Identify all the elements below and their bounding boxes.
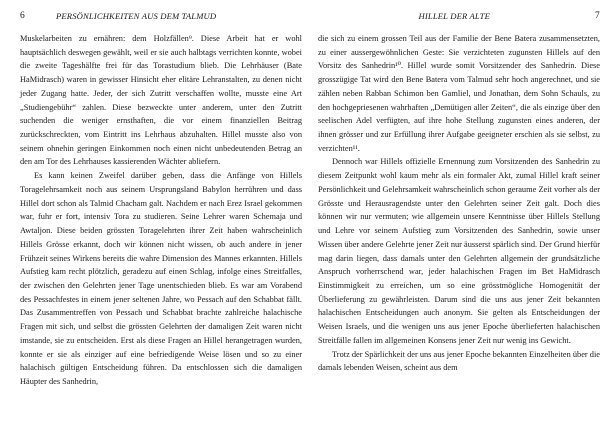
left-running-head <box>20 9 302 23</box>
right-running-head <box>318 9 600 23</box>
left-body-text <box>20 32 302 389</box>
left-paragraph-1: Muskelarbeiten zu ernähren: dem Holzfällen⁹. Diese Arbeit hat er wohl hauptsächlich deswegen gewählt, weil er sie auch halbtags verrichten konnte, wobei die zweite Tageshälfte frei für das Torastudium blieb. Die Lehrhäuser (Bate HaMidrasch) waren in gewisser Hinsicht eher elitäre Lehranstalten, zu denen nicht jeder Zugang hatte. Jeder, der sich Zutritt verschaffen wollte, musste eine Art „Studiengebühr“ zahlen. Diese bezweckte unter anderem, unter den Zutritt suchenden die weniger ernsthaften, die vor einem finanziellen Beitrag zurückschreckten, vom Eintritt ins Lehrhaus abzuhalten. Hillel musste also von seinem ohnehin geringen Einkommen noch einen nicht unbedeutenden Betrag an den am Tor des Lehrhauses kassierenden Wächter abliefern. <box>20 34 302 167</box>
left-page-number: 6 <box>20 11 26 21</box>
right-running-title: HILLEL DER ALTE <box>418 11 490 21</box>
left-running-title: PERSÖNLICHKEITEN AUS DEM TALMUD <box>56 11 217 21</box>
left-page <box>20 0 302 424</box>
right-page <box>318 0 600 424</box>
right-paragraph-3: Trotz der Spärlichkeit der uns aus jener Epoche bekannten Einzelheiten über die damals lebenden Weisen, scheint aus dem <box>318 349 600 373</box>
right-page-number: 7 <box>594 11 600 21</box>
right-paragraph-2: Dennoch war Hillels offizielle Ernennung zum Vorsitzenden des Sanhedrin zu diesem Zeitpunkt wohl kaum mehr als ein formaler Akt, zumal Hillel kraft seiner Persönlichkeit und Gelehrsamkeit wahrscheinlich schon geraume Zeit vorher als der Grösste und Herausragendste unter den Gelehrten seiner Zeit galt. Doch dies können wir nur vermuten; wie allgemein unsere Kenntnisse über Hillels Stellung und Lehre vor seinem Aufstieg zum Vorsitzenden des Sanhedrin, sowie unser Wissen über andere Gelehrte jener Zeit nur äusserst spärlich sind. Der Grund hierfür mag darin liegen, dass damals unter den Gelehrten allgemein der grundsätzliche Anspruch vorherrschend war, jeder halachischen Fragen im Bet HaMidrasch Einstimmigkeit zu erreichen, um so eine grösstmögliche Homogenität der Überlieferung zu gewährleisten. Darum sind die uns aus jener Zeit bekannten halachischen Entscheidungen auch anonym. Sie gelten als Entscheidungen der Weisen Israels, und die wenigen uns aus jener Epoche überlieferten halachischen Streitfälle fallen im allgemeinen Konsens jener Zeit nur wenig ins Gewicht. <box>318 157 600 345</box>
right-paragraph-1: die sich zu einem grossen Teil aus der Familie der Bene Batera zusammensetzten, zu einer aussergewöhnlichen Geste: Sie verzichteten zugunsten Hillels auf den Vorsitz des Sanhedrin¹⁰. Hillel wurde somit Vorsitzender des Sanhedrin. Diese grosszügige Tat wird den Bene Batera vom Talmud sehr hoch angerechnet, und sie zählen neben Rabban Schimon ben Gamliel, und Jonathan, dem Sohn Schauls, zu den hochgepriesenen wahrhaften „Demütigen aller Zeiten“, die als einzige über den seelischen Adel verfügten, auf ihre hohe Stellung zugunsten eines anderen, der ihnen grösser und zur Erfüllung ihrer Aufgabe geeigneter erschien als sie selbst, zu verzichten¹¹. <box>318 34 600 153</box>
left-paragraph-2: Es kann keinen Zweifel darüber geben, dass die Anfänge von Hillels Toragelehrsamkeit noch aus seinem Ursprungsland Babylon herrühren und dass Hillel dort schon als Talmid Chacham galt. Nachdem er nach Erez Israel gekommen war, fuhr er fort, intensiv Tora zu studieren. Seine Lehrer waren Schemaja und Awtaljon. Diese beiden grössten Toragelehrten ihrer Zeit haben wahrscheinlich Hillels Grösse erkannt, doch wir können nicht wissen, ob auch andere in jener Frühzeit seines Wirkens bereits die wahre Dimension des Mannes erkannten. Hillels Aufstieg kam recht plötzlich, geradezu auf einen Schlag, infolge eines Streitfalles, der zwischen den Gelehrten jener Tage unentschieden blieb. Es war am Vorabend des Pessachfestes in einem jener seltenen Jahre, wo Pessach auf den Schabbat fällt. Das Zusammentreffen von Pessach und Schabbat brachte zahlreiche halachische Fragen mit sich, und selbst die grössten Gelehrten der damaligen Zeit waren nicht imstande, sie zu entscheiden. Erst als diese Fragen an Hillel herangetragen wurden, konnte er sie als einziger auf eine befriedigende Weise lösen und so zu einer halachisch gültigen Entscheidung führen. Da entschlossen sich die damaligen Häupter des Sanhedrin, <box>20 171 302 386</box>
right-body-text <box>318 32 600 375</box>
